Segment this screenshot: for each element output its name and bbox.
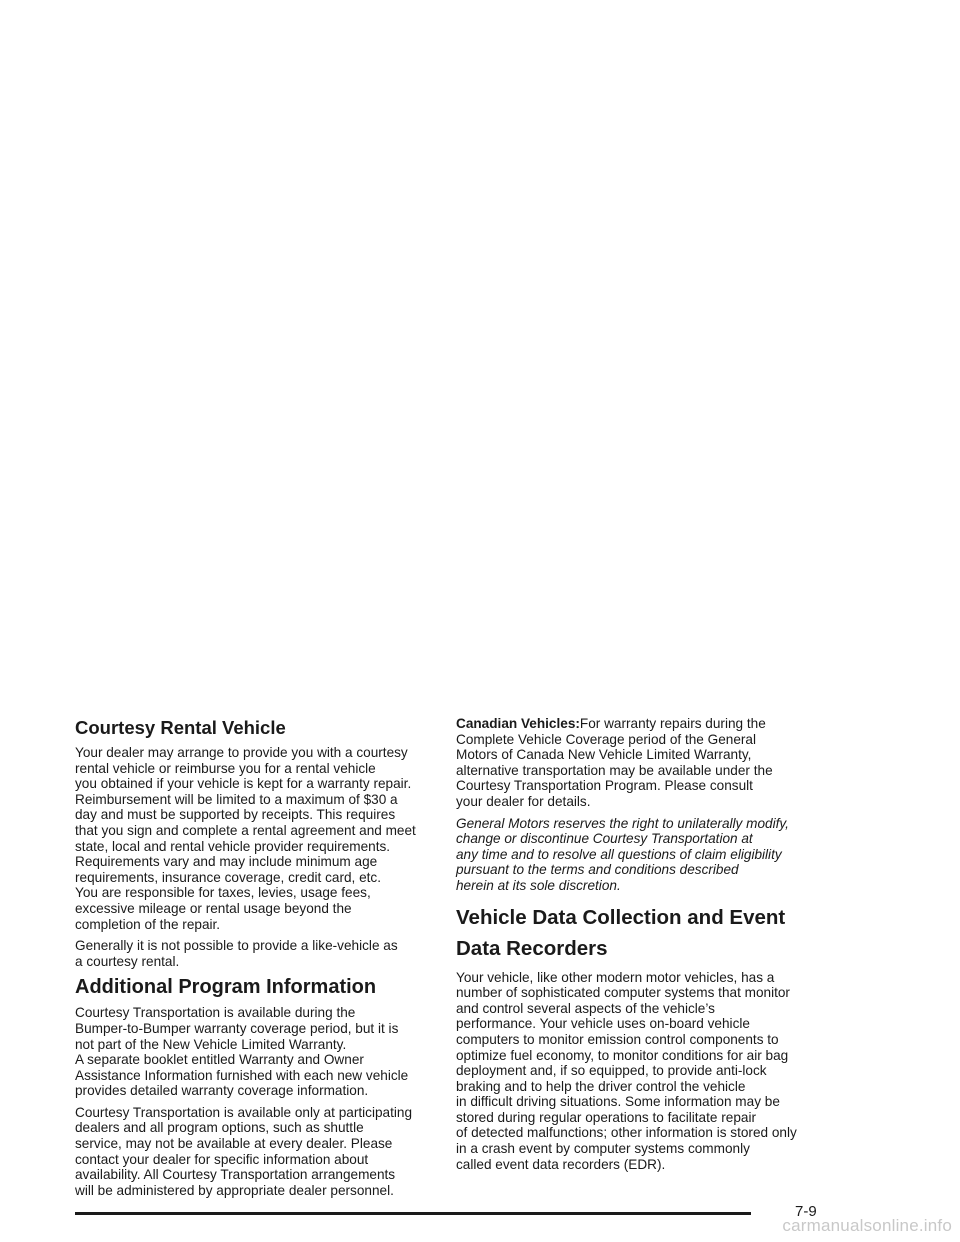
canadian-vehicles-label: Canadian Vehicles: (456, 716, 580, 731)
right-column (456, 716, 821, 1178)
courtesy-rental-paragraph-2: Generally it is not possible to provide a like-vehicle as a courtesy rental. (75, 938, 398, 969)
edr-paragraph: Your vehicle, like other modern motor vehicles, has a number of sophisticated computer systems that monitor and control several aspects of the vehicle’s performance. Your vehicle uses on-board vehicle computers to monitor emission control components to optimize fuel economy, to monitor conditions for air bag deployment and, if so equipped, to provide anti-lock braking and to help the driver control the vehicle in difficult driving situations. Some information may be stored during regular operations to facilitate repair of detected malfunctions; other information is stored only in a crash event by computer systems commonly called event data recorders (EDR). (456, 969, 797, 1172)
edr-heading (456, 902, 821, 964)
canadian-vehicles-paragraph (456, 716, 821, 810)
courtesy-rental-paragraph-1: Your dealer may arrange to provide you with a courtesy rental vehicle or reimburse you for a rental vehicle you obtained if your vehicle is kept for a warranty repair. Reimbursement will be limited to a maximum of $30 a day and must be supported by receipts. This requires that you sign and complete a rental agreement and meet state, local and rental vehicle provider requirements. Requirements vary and may include minimum age requirements, insurance coverage, credit card, etc. You are responsible for taxes, levies, usage fees, excessive mileage or rental usage beyond the completion of the repair. (75, 745, 416, 932)
left-column (75, 716, 440, 1204)
edr-heading-line-2: Data Recorders (456, 936, 608, 960)
page-number: 7-9 (795, 1203, 817, 1220)
additional-program-paragraph-2: Courtesy Transportation is available only at participating dealers and all program options, such as shuttle service, may not be available at every dealer. Please contact your dealer for specific information about availability. All Courtesy Transportation arrangements will be administered by appropriate dealer personnel. (75, 1104, 413, 1198)
watermark: carmanualsonline.info (782, 1216, 952, 1235)
additional-program-heading: Additional Program Information (75, 976, 377, 999)
gm-reserves-paragraph: General Motors reserves the right to unilaterally modify, change or discontinue Courtesy Transportation at any time and to resolve all questions of claim eligibility pursuant to the terms and conditions described herein at its sole discretion. (456, 815, 789, 893)
canadian-vehicles-text: For warranty repairs during the Complete Vehicle Coverage period of the General Motors of Canada New Vehicle Limited Warranty, alternative transportation may be available under the Courtesy Transportation Program. Please consult your dealer for details. (456, 716, 773, 809)
edr-heading-line-1: Vehicle Data Collection and Event (456, 905, 786, 929)
footer-rule (75, 1212, 751, 1215)
additional-program-paragraph-1: Courtesy Transportation is available during the Bumper-to-Bumper warranty coverage period, but it is not part of the New Vehicle Limited Warranty. A separate booklet entitled Warranty and Owner Assistance Information furnished with each new vehicle provides detailed warranty coverage information. (75, 1005, 409, 1099)
courtesy-rental-heading: Courtesy Rental Vehicle (75, 717, 286, 738)
